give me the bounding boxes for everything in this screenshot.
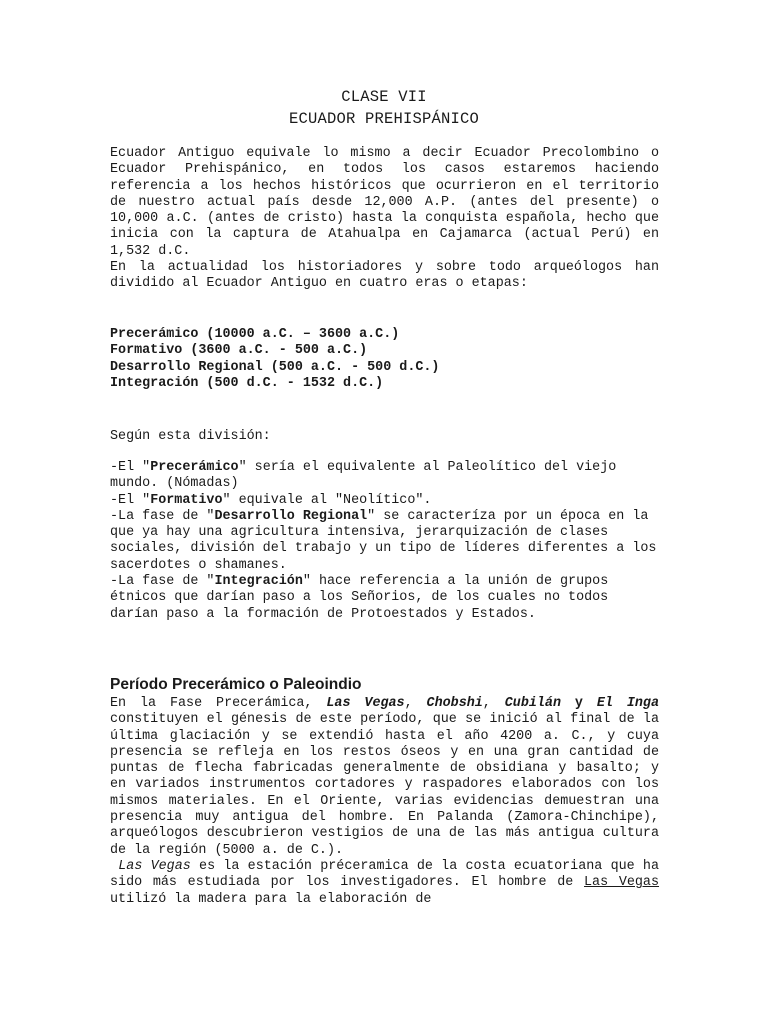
division-term: Formativo [150, 492, 223, 508]
intro-section [110, 146, 659, 293]
site-name: Las Vegas [326, 696, 405, 711]
division-item: -La fase de "Desarrollo Regional" se caracteríza por un época en la que ya hay una agricultura intensiva, jerarquización de clases sociales, división del trabajo y un tipo de líderes diferentes a los sacerdotes o shamanes. [110, 508, 657, 573]
section-paragraph-2: Las Vegas es la estación préceramica de la costa ecuatoriana que ha sido más estudiada por los investigadores. El hombre de Las Vegas utilizó la madera para la elaboración de [110, 858, 660, 907]
division-term: Integración [214, 574, 303, 590]
division-intro: Según esta división: [110, 429, 271, 444]
division-term: Desarrollo Regional [214, 508, 368, 524]
site-name-underlined: Las Vegas [584, 875, 660, 891]
division-item: -El "Precerámico" sería el equivalente al Paleolítico del viejo mundo. (Nómadas) [110, 460, 617, 492]
section-paragraph-1: En la Fase Precerámica, Las Vegas, Chobshi, Cubilán y El Inga constituyen el génesis de este período, que se inició al final de la última glaciación y se extendió hasta el año 4200 a. C., y cuya presencia se refleja en los restos óseos y en una gran cantidad de puntas de flecha fabricadas generalmente de obsidiana y basalto; y en variados instrumentos cortadores y raspadores elaborados con los mismos materiales. En el Oriente, varias evidencias demuestran una presencia muy antigua del hombre. En Palanda (Zamora-Chinchipe), arqueólogos descubrieron vestigios de una de las más antigua cultura de la región (5000 a. de C.). [110, 696, 660, 858]
eras-list [110, 327, 659, 392]
division-list [110, 460, 659, 623]
site-name: El Inga [596, 696, 660, 711]
era-item: Precerámico (10000 a.C. – 3600 a.C.) [110, 327, 400, 342]
era-item: Formativo (3600 a.C. - 500 a.C.) [110, 343, 368, 359]
section-heading: Período Precerámico o Paleoindio [110, 676, 362, 693]
site-name: Las Vegas [118, 858, 191, 874]
era-item: Integración (500 d.C. - 1532 d.C.) [110, 375, 384, 391]
site-name: Chobshi [426, 696, 483, 711]
title-line-1: CLASE VII [341, 88, 427, 106]
division-item: -El "Formativo" equivale al "Neolítico". [110, 492, 432, 508]
era-item: Desarrollo Regional (500 a.C. - 500 d.C.) [110, 359, 440, 375]
intro-paragraph-2: En la actualidad los historiadores y sobre todo arqueólogos han dividido al Ecuador Antiguo en cuatro eras o etapas: [110, 260, 659, 292]
site-name: Cubilán [504, 696, 561, 711]
division-term: Precerámico [150, 460, 239, 475]
section-body [110, 696, 659, 908]
title-line-2: ECUADOR PREHISPÁNICO [288, 110, 480, 128]
division-item: -La fase de "Integración" hace referencia a la unión de grupos étnicos que darían paso a los Señorios, de los cuales no todos darían paso a la formación de Protoestados y Estados. [110, 574, 609, 622]
intro-paragraph-1: Ecuador Antiguo equivale lo mismo a decir Ecuador Precolombino o Ecuador Prehispánico, en todos los casos estaremos haciendo referencia a los hechos históricos que ocurrieron en el territorio de nuestro actual país desde 12,000 A.P. (antes del presente) o 10,000 a.C. (antes de cristo) hasta la conquista española, hecho que inicia con la captura de Atahualpa en Cajamarca (actual Perú) en 1,532 d.C. [110, 146, 659, 259]
